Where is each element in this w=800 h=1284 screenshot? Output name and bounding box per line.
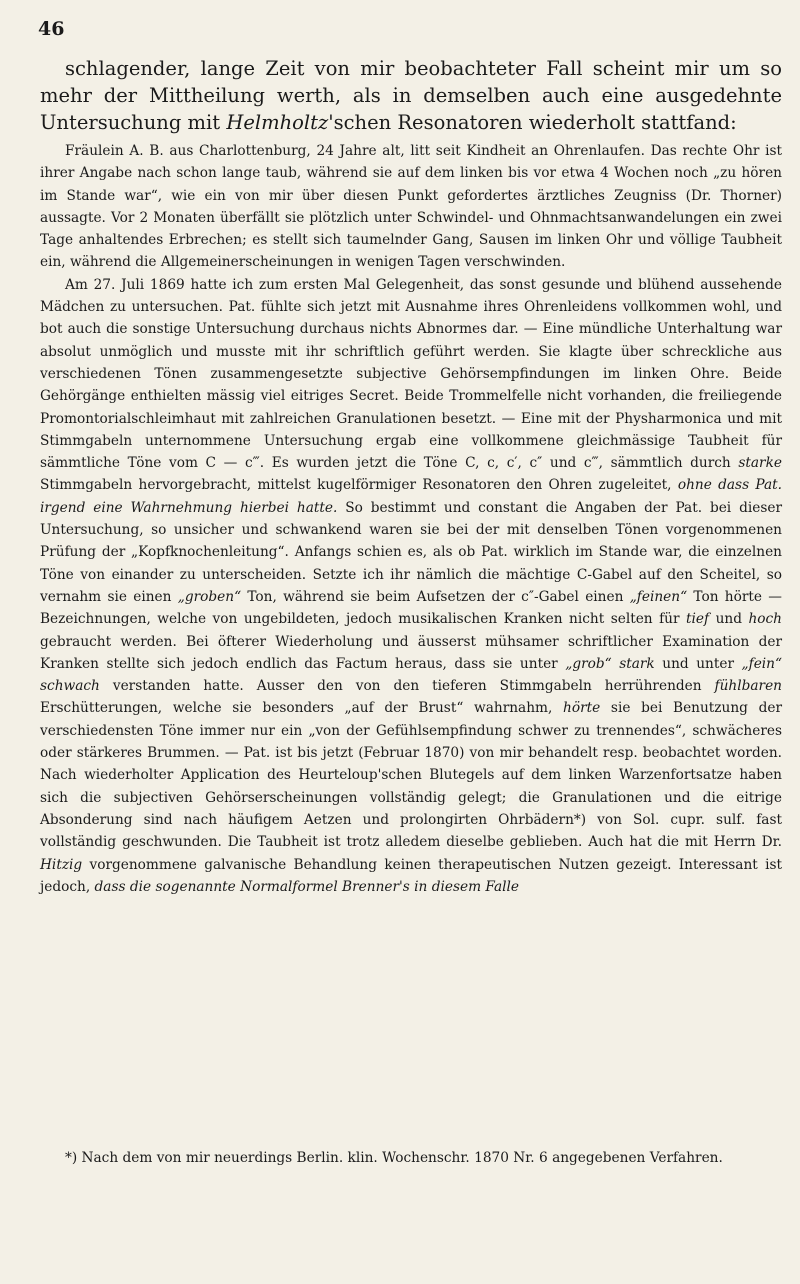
footnote: *) Nach dem von mir neuerdings Berlin. klin. Wochenschr. 1870 Nr. 6 angegebenen Verfahren.	[65, 1150, 723, 1166]
page-number: 46	[38, 18, 65, 40]
lead-paragraph: schlagender, lange Zeit von mir beobachteter Fall scheint mir um so mehr der Mittheilung werth, als in demselben auch eine ausgedehnte Untersuchung mit Helmholtz'schen Resonatoren wiederholt stattfand:	[40, 57, 782, 134]
page-body	[40, 55, 782, 898]
examination-paragraph: Am 27. Juli 1869 hatte ich zum ersten Mal Gelegenheit, das sonst gesunde und blühend aussehende Mädchen zu untersuchen. Pat. fühlte sich jetzt mit Ausnahme ihres Ohrenleidens vollkommen wohl, und bot auch die sonstige Untersuchung durchaus nichts Abnormes dar. — Eine mündliche Unterhaltung war absolut unmöglich und musste mit ihr schriftlich geführt werden. Sie klagte über schreckliche aus verschiedenen Tönen zusammengesetzte subjective Gehörsempfindungen im linken Ohre. Beide Gehörgänge enthielten mässig viel eitriges Secret. Beide Trommelfelle nicht vorhanden, die freiliegende Promontorialschleimhaut mit zahlreichen Granulationen besetzt. — Eine mit der Physharmonica und mit Stimmgabeln unternommene Untersuchung ergab eine vollkommene gleichmässige Taubheit für sämmtliche Töne vom C — c‴. Es wurden jetzt die Töne C, c, c′, c″ und c‴, sämmtlich durch starke Stimmgabeln hervorgebracht, mittelst kugelförmiger Resonatoren den Ohren zugeleitet, ohne dass Pat. irgend eine Wahrnehmung hierbei hatte. So bestimmt und constant die Angaben der Pat. bei dieser Untersuchung, so unsicher und schwankend waren sie bei der mit denselben Tönen vorgenommenen Prüfung der „Kopfknochenleitung“. Anfangs schien es, als ob Pat. wirklich im Stande war, die einzelnen Töne von einander zu unterscheiden. Setzte ich ihr nämlich die mächtige C-Gabel auf den Scheitel, so vernahm sie einen „groben“ Ton, während sie beim Aufsetzen der c″-Gabel einen „feinen“ Ton hörte — Bezeichnungen, welche von ungebildeten, jedoch musikalischen Kranken nicht selten für tief und hoch gebraucht werden. Bei öfterer Wiederholung und äusserst mühsamer schriftlicher Examination der Kranken stellte sich jedoch endlich das Factum heraus, dass sie unter „grob“ stark und unter „fein“ schwach verstanden hatte. Ausser den von den tieferen Stimmgabeln herrührenden fühlbaren Erschütterungen, welche sie besonders „auf der Brust“ wahrnahm, hörte sie bei Benutzung der verschiedensten Töne immer nur ein „von der Gefühlsempfindung schwer zu trennendes“, schwächeres oder stärkeres Brummen. — Pat. ist bis jetzt (Februar 1870) von mir behandelt resp. beobachtet worden. Nach wiederholter Application des Heurteloup'schen Blutegels auf dem linken Warzenfortsatze haben sich die subjectiven Gehörserscheinungen vollständig gelegt; die Granulationen und die eitrige Absonderung sind nach häufigem Aetzen und prolongirten Ohrbädern*) von Sol. cupr. sulf. fast vollständig geschwunden. Die Taubheit ist trotz alledem dieselbe geblieben. Auch hat die mit Herrn Dr. Hitzig vorgenommene galvanische Behandlung keinen therapeutischen Nutzen gezeigt. Interessant ist jedoch, dass die sogenannte Normalformel Brenner's in diesem Falle	[40, 276, 783, 895]
helmholtz-name: Helmholtz	[226, 111, 329, 134]
case-history-paragraph: Fräulein A. B. aus Charlottenburg, 24 Jahre alt, litt seit Kindheit an Ohrenlaufen. Das rechte Ohr ist ihrer Angabe nach schon lange taub, während sie auf dem linken bis vor etwa 4 Wochen noch „zu hören im Stande war“, wie ein von mir über diesen Punkt gefordertes ärztliches Zeugniss (Dr. Thorner) aussagte. Vor 2 Monaten überfällt sie plötzlich unter Schwindel- und Ohnmachtsanwandelungen ein zwei Tage anhaltendes Erbrechen; es stellt sich taumelnder Gang, Sausen im linken Ohr und völlige Taubheit ein, während die Allgemeinerscheinungen in wenigen Tagen verschwinden.	[40, 143, 782, 271]
